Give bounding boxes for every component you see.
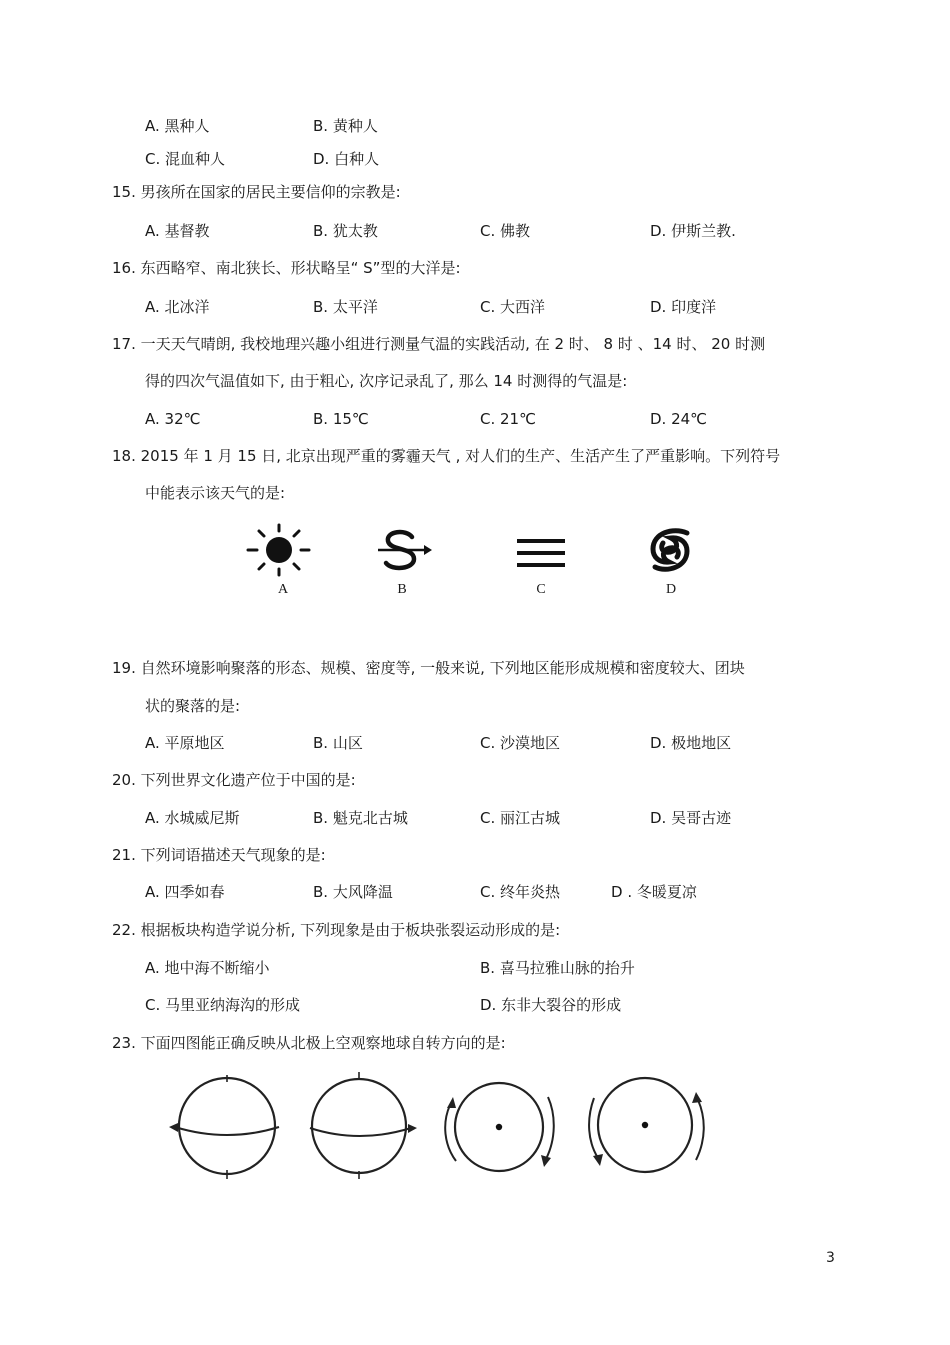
q19-stem-line2: 状的聚落的是: [145, 697, 241, 715]
q14-option-d: D. 白种人 [313, 150, 380, 168]
q14-option-a: A. 黑种人 [145, 117, 210, 135]
q15-option-d: D. 伊斯兰教. [650, 222, 736, 240]
q22-option-c: C. 马里亚纳海沟的形成 [145, 996, 301, 1014]
q20-option-d: D. 吴哥古迹 [650, 809, 732, 827]
q20-option-c: C. 丽江古城 [480, 809, 561, 827]
q23-stem: 23. 下面四图能正确反映从北极上空观察地球自转方向的是: [112, 1034, 506, 1052]
q21-option-b: B. 大风降温 [313, 883, 393, 901]
typhoon-icon [647, 527, 693, 573]
q17-option-d: D. 24℃ [650, 410, 708, 428]
q18-stem-line1: 18. 2015 年 1 月 15 日, 北京出现严重的雾霾天气 , 对人们的生产、生活产生了严重影响。下列符号 [112, 447, 781, 465]
fog-icon [515, 535, 567, 571]
globe-diagram-2 [307, 1072, 427, 1180]
q22-stem: 22. 根据板块构造学说分析, 下列现象是由于板块张裂运动形成的是: [112, 921, 561, 939]
q19-option-b: B. 山区 [313, 734, 363, 752]
q17-stem-line2: 得的四次气温值如下, 由于粗心, 次序记录乱了, 那么 14 时测得的气温是: [145, 372, 628, 390]
q19-option-d: D. 极地地区 [650, 734, 732, 752]
q15-option-c: C. 佛教 [480, 222, 531, 240]
q15-option-a: A. 基督教 [145, 222, 210, 240]
globe-diagram-4 [580, 1070, 715, 1175]
q16-option-a: A. 北冰洋 [145, 298, 210, 316]
q18-stem-line2: 中能表示该天气的是: [145, 484, 286, 502]
q16-option-b: B. 太平洋 [313, 298, 378, 316]
q17-stem-line1: 17. 一天天气晴朗, 我校地理兴趣小组进行测量气温的实践活动, 在 2 时、 8 时 、14 时、 20 时测 [112, 335, 766, 353]
globe-diagram-3 [438, 1075, 563, 1175]
q21-option-a: A. 四季如春 [145, 883, 225, 901]
q20-stem: 20. 下列世界文化遗产位于中国的是: [112, 771, 356, 789]
q21-option-d: D . 冬暖夏凉 [611, 883, 697, 901]
q14-option-c: C. 混血种人 [145, 150, 226, 168]
q21-stem: 21. 下列词语描述天气现象的是: [112, 846, 326, 864]
page-number: 3 [826, 1250, 835, 1266]
q20-option-a: A. 水城威尼斯 [145, 809, 240, 827]
q21-option-c: C. 终年炎热 [480, 883, 561, 901]
q15-stem: 15. 男孩所在国家的居民主要信仰的宗教是: [112, 183, 401, 201]
q19-option-c: C. 沙漠地区 [480, 734, 561, 752]
q17-option-b: B. 15℃ [313, 410, 369, 428]
q20-option-b: B. 魁克北古城 [313, 809, 408, 827]
q14-option-b: B. 黄种人 [313, 117, 378, 135]
q16-stem: 16. 东西略窄、南北狭长、形状略呈“ S”型的大洋是: [112, 259, 461, 277]
q16-option-c: C. 大西洋 [480, 298, 546, 316]
symbol-label-b: B [397, 582, 407, 597]
q17-option-a: A. 32℃ [145, 410, 201, 428]
symbol-label-a: A [277, 582, 289, 597]
globe-diagram-1 [165, 1075, 295, 1180]
q19-stem-line1: 19. 自然环境影响聚落的形态、规模、密度等, 一般来说, 下列地区能形成规模和密度较大、团块 [112, 659, 745, 677]
q17-option-c: C. 21℃ [480, 410, 536, 428]
q22-option-a: A. 地中海不断缩小 [145, 959, 270, 977]
q15-option-b: B. 犹太教 [313, 222, 378, 240]
q16-option-d: D. 印度洋 [650, 298, 717, 316]
symbol-label-c: C [536, 582, 546, 597]
q19-option-a: A. 平原地区 [145, 734, 225, 752]
sandstorm-icon [376, 527, 434, 575]
sun-icon [243, 520, 313, 580]
symbol-label-d: D [665, 582, 677, 597]
q22-option-b: B. 喜马拉雅山脉的抬升 [480, 959, 635, 977]
q22-option-d: D. 东非大裂谷的形成 [480, 996, 622, 1014]
